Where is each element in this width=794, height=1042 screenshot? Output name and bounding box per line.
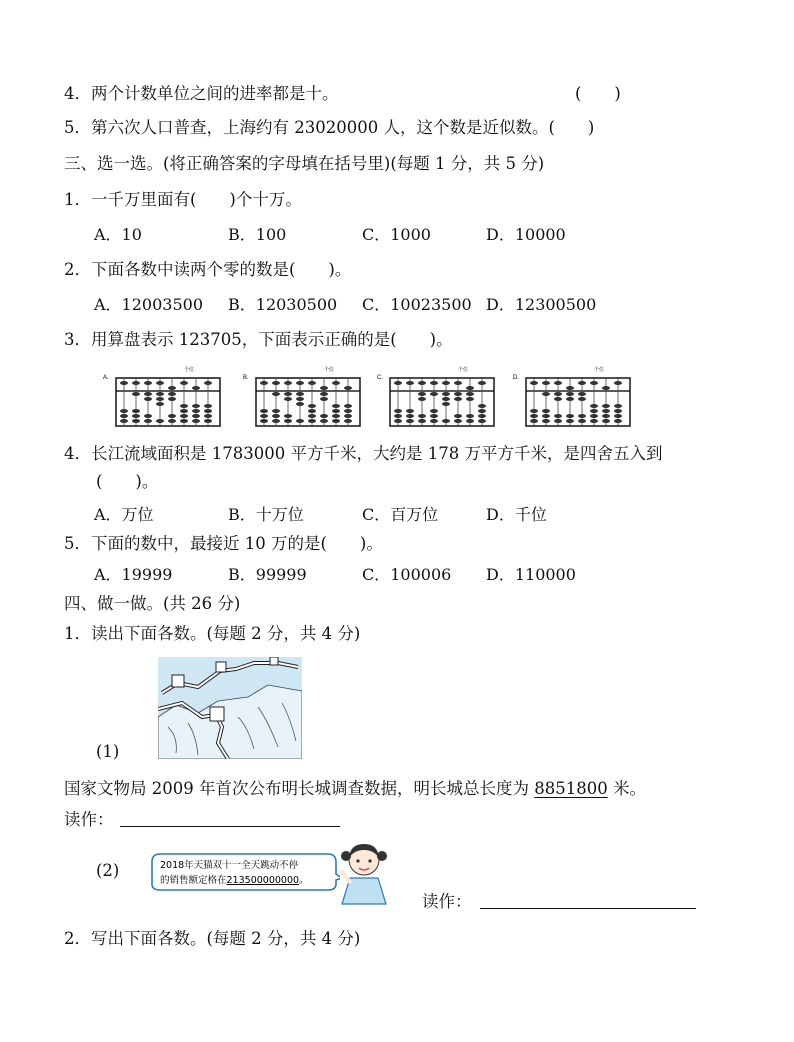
s3q5-option-d[interactable]: D．110000: [486, 565, 576, 584]
abacus-top-label: 个位: [458, 367, 469, 373]
s3q2-option-b[interactable]: B．12030500: [228, 295, 338, 314]
s3q4-option-a[interactable]: A．万位: [94, 505, 154, 524]
abacus-top-label: 个位: [324, 367, 335, 373]
bubble-line-1: 2018年天猫双十一全天跳动不停: [160, 860, 299, 871]
abacus-figure-b[interactable]: [242, 366, 362, 428]
item1-text-after: 米。: [607, 779, 646, 798]
item1-number: 8851800: [534, 779, 608, 798]
section-3-title: 三、选一选。(将正确答案的字母填在括号里)(每题 1 分，共 5 分): [64, 154, 545, 173]
s3-question-4: 4．长江流域面积是 1783000 平方千米，大约是 178 万平方千米，是四舍五入到: [64, 444, 663, 463]
s4q1-item1-text: [64, 778, 646, 800]
speech-bubble: [150, 852, 340, 892]
great-wall-illustration: [158, 657, 302, 759]
item1-text-before: 国家文物局 2009 年首次公布明长城调查数据，明长城总长度为: [64, 779, 535, 798]
abacus-letter: A.: [103, 375, 109, 381]
bubble-line2-after: 。: [299, 875, 309, 886]
abacus-letter: D.: [513, 375, 519, 381]
section-4-title: 四、做一做。(共 26 分): [64, 594, 241, 613]
girl-illustration: [336, 838, 392, 908]
s3q4-option-d[interactable]: D．千位: [486, 505, 547, 524]
s3-question-4-cont: ( )。: [96, 472, 159, 491]
s3-question-2: 2．下面各数中读两个零的数是( )。: [64, 260, 352, 279]
answer-blank-1[interactable]: [120, 826, 340, 827]
s4-question-2: 2．写出下面各数。(每题 2 分，共 4 分): [64, 929, 361, 948]
abacus-top-label: 个位: [184, 367, 195, 373]
s3q1-option-d[interactable]: D．10000: [486, 225, 566, 244]
s3-question-1: 1．一千万里面有( )个十万。: [64, 190, 302, 209]
s3q1-option-b[interactable]: B．100: [228, 225, 287, 244]
abacus-letter: C.: [377, 375, 383, 381]
abacus-figure-d[interactable]: [512, 366, 632, 428]
s3q5-option-c[interactable]: C．100006: [362, 565, 452, 584]
s3-question-5: 5．下面的数中，最接近 10 万的是( )。: [64, 534, 383, 553]
s3q4-option-c[interactable]: C．百万位: [362, 505, 439, 524]
s3q4-option-b[interactable]: B．十万位: [228, 505, 304, 524]
s4-question-1: 1．读出下面各数。(每题 2 分，共 4 分): [64, 624, 361, 643]
answer-blank-2[interactable]: [480, 908, 696, 909]
s3q1-option-c[interactable]: C．1000: [362, 225, 431, 244]
abacus-top-label: 个位: [594, 367, 605, 373]
tf-question-4: 4．两个计数单位之间的进率都是十。: [64, 84, 339, 103]
bubble-line2-before: 的销售额定格在: [160, 875, 227, 886]
s3-question-3: 3．用算盘表示 123705，下面表示正确的是( )。: [64, 330, 453, 349]
item-1-label: (1): [96, 742, 120, 761]
answer-paren[interactable]: ( ): [575, 84, 621, 103]
abacus-figure-a[interactable]: [102, 366, 222, 428]
item-2-label: (2): [96, 861, 120, 880]
s3q2-option-c[interactable]: C．10023500: [362, 295, 472, 314]
bubble-line-2: [160, 874, 309, 886]
tf-question-5: 5．第六次人口普查，上海约有 23020000 人，这个数是近似数。( ): [64, 118, 595, 137]
bubble-number: 213500000000: [226, 875, 300, 886]
s3q1-option-a[interactable]: A．10: [94, 225, 142, 244]
s3q2-option-a[interactable]: A．12003500: [94, 295, 203, 314]
s3q5-option-b[interactable]: B．99999: [228, 565, 307, 584]
abacus-figure-c[interactable]: [376, 366, 496, 428]
read-label-2: 读作：: [422, 892, 472, 911]
s3q5-option-a[interactable]: A．19999: [94, 565, 173, 584]
read-label-1: 读作：: [64, 810, 114, 829]
s3q2-option-d[interactable]: D．12300500: [486, 295, 597, 314]
abacus-letter: B.: [243, 375, 249, 381]
